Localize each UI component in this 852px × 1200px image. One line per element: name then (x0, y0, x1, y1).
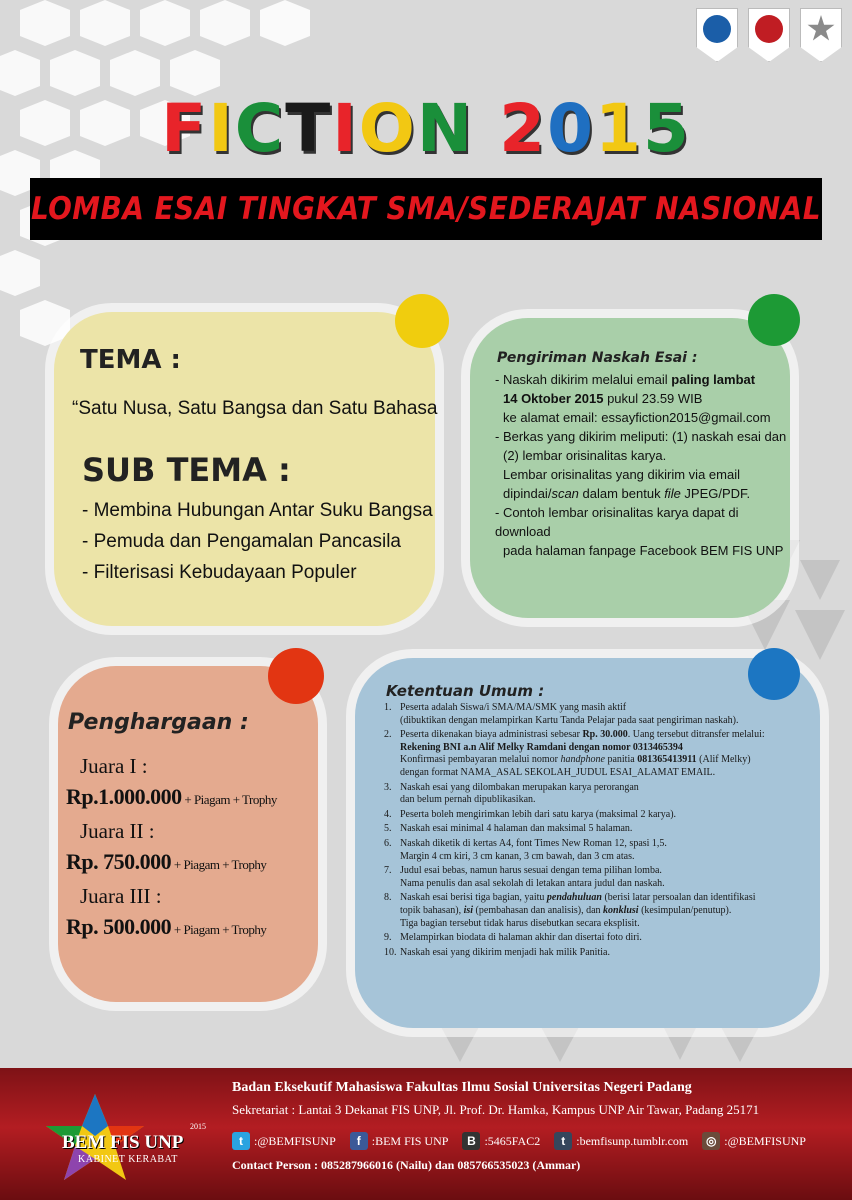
deadline-date: 14 Oktober 2015 (503, 391, 604, 406)
bem-year: 2015 (190, 1122, 206, 1131)
list-item (384, 729, 794, 779)
item-number: 3. (384, 781, 392, 793)
item-text: dan belum pernah dipublikasikan. (400, 794, 536, 806)
fee-amount: Rp. 30.000 (582, 729, 628, 741)
pengiriman-line: dalam bentuk (578, 486, 665, 501)
title-letter: O (358, 90, 417, 167)
title-letter: T (285, 90, 333, 167)
item-text: handphone (560, 754, 605, 766)
deadline-time: pukul 23.59 WIB (603, 391, 703, 406)
bem-name: BEM FIS UNP (62, 1132, 184, 1153)
item-text: Konfirmasi pembayaran melalui nomor (400, 754, 561, 766)
prize-list (66, 752, 277, 947)
instagram-icon: ◎ (702, 1132, 720, 1150)
social-links (232, 1132, 806, 1150)
prize-rank: Juara III : (80, 884, 162, 908)
pengiriman-text (495, 370, 795, 560)
pengiriman-line: pada halaman fanpage Facebook BEM FIS UNP (503, 543, 784, 558)
sub-tema-list (82, 495, 433, 588)
list-item (384, 932, 794, 945)
item-number: 7. (384, 865, 392, 877)
tumblr-icon: t (554, 1132, 572, 1150)
email-address: ke alamat email: essayfiction2015@gmail.com (503, 410, 771, 425)
item-text: isi (463, 904, 474, 916)
yellow-dot-icon (395, 294, 449, 348)
prize-amount (66, 910, 277, 947)
tema-heading: TEMA : (80, 345, 181, 375)
penghargaan-heading: Penghargaan : (68, 710, 249, 735)
prize-extras: + Piagam + Trophy (171, 922, 267, 937)
secretariat-address: Sekretariat : Lantai 3 Dekanat FIS UNP, Jl. Prof. Dr. Hamka, Kampus UNP Air Tawar, Padang 25171 (232, 1102, 760, 1117)
list-item (384, 947, 794, 960)
item-text: topik bahasan), (400, 904, 464, 916)
event-title (0, 92, 852, 166)
pengiriman-line: JPEG/PDF. (680, 486, 751, 501)
title-letter: N (416, 90, 475, 167)
event-subtitle-banner (30, 178, 822, 240)
list-item (384, 865, 794, 890)
bem-cabinet: KABINET KERABAT (78, 1154, 178, 1165)
item-text: . Uang tersebut ditransfer melalui: (627, 729, 765, 741)
item-text: Naskah esai minimal 4 halaman dan maksimal 5 halaman. (400, 823, 633, 835)
twitter-handle: :@BEMFISUNP (254, 1133, 336, 1148)
event-subtitle: LOMBA ESAI TINGKAT SMA/SEDERAJAT NASIONAL (30, 191, 822, 227)
bank-account: Rekening BNI a.n Alif Melky Ramdani dengan nomor 0313465394 (400, 741, 683, 753)
item-text: Tiga bagian tersebut tidak harus disebutkan secara eksplisit. (400, 917, 640, 929)
item-text: konklusi (603, 904, 639, 916)
title-letter: F (161, 90, 209, 167)
prize-extras: + Piagam + Trophy (171, 857, 267, 872)
prize-extras: + Piagam + Trophy (181, 792, 277, 807)
list-item (384, 823, 794, 836)
sub-tema-heading: SUB TEMA : (82, 451, 291, 489)
item-text: (berisi latar persoalan dan identifikasi (601, 892, 756, 904)
title-letter: C (234, 90, 286, 167)
title-space (474, 90, 499, 167)
partner-logos (696, 8, 842, 62)
fis-logo-icon (748, 8, 790, 62)
item-text: pendahuluan (546, 892, 602, 904)
prize-money: Rp.1.000.000 (66, 784, 182, 809)
item-text: panitia (604, 754, 638, 766)
item-text: Naskah esai berisi tiga bagian, yaitu (400, 892, 547, 904)
list-item (384, 809, 794, 822)
ketentuan-heading: Ketentuan Umum : (386, 682, 545, 700)
list-item: - Membina Hubungan Antar Suku Bangsa (82, 500, 433, 521)
facebook-icon: f (350, 1132, 368, 1150)
item-text: Nama penulis dan asal sekolah di letakan antara judul dan naskah. (400, 877, 665, 889)
list-item: - Pemuda dan Pengamalan Pancasila (82, 531, 401, 552)
item-text: Peserta dikenakan biaya administrasi sebesar (400, 729, 583, 741)
item-number: 10. (384, 946, 397, 958)
item-number: 8. (384, 892, 392, 904)
title-letter: 0 (547, 90, 596, 167)
item-number: 9. (384, 932, 392, 944)
prize-rank: Juara I : (80, 754, 148, 778)
title-letter: I (208, 90, 235, 167)
prize-money: Rp. 500.000 (66, 914, 172, 939)
item-number: 4. (384, 808, 392, 820)
facebook-page: :BEM FIS UNP (371, 1133, 449, 1148)
twitter-icon: t (232, 1132, 250, 1150)
bem-logo-icon (800, 8, 842, 62)
blue-dot-icon (748, 648, 800, 700)
item-text: Naskah esai yang dikirim menjadi hak milik Panitia. (400, 946, 610, 958)
list-item (384, 702, 794, 727)
pengiriman-line: - Naskah dikirim melalui email (495, 372, 672, 387)
title-letter: I (332, 90, 359, 167)
item-text: (kesimpulan/penutup). (638, 904, 732, 916)
instagram-handle: :@BEMFISUNP (724, 1133, 806, 1148)
title-letter: 1 (595, 90, 643, 167)
item-text: dengan format NAMA_ASAL SEKOLAH_JUDUL ESAI_ALAMAT EMAIL. (400, 766, 716, 778)
ketentuan-list (384, 702, 794, 961)
prize-amount (66, 780, 277, 817)
pengiriman-line: scan (551, 486, 579, 501)
green-dot-icon (748, 294, 800, 346)
item-text: Naskah diketik di kertas A4, font Times New Roman 12, spasi 1,5. (400, 837, 667, 849)
org-full-name: Badan Eksekutif Mahasiswa Fakultas Ilmu Sosial Universitas Negeri Padang (232, 1080, 692, 1095)
item-text: Peserta boleh mengirimkan lebih dari satu karya (maksimal 2 karya). (400, 808, 677, 820)
pengiriman-line: (2) lembar orisinalitas karya. (503, 448, 667, 463)
contact-person: Contact Person : 085287966016 (Nailu) dan 085766535023 (Ammar) (232, 1158, 581, 1172)
prize-money: Rp. 750.000 (66, 849, 172, 874)
pengiriman-line: dipindai/ (503, 486, 552, 501)
list-item (384, 838, 794, 863)
pengiriman-line: - Berkas yang dikirim meliputi: (1) naskah esai dan (495, 429, 787, 444)
item-number: 2. (384, 729, 392, 741)
phone-number: 081365413911 (637, 754, 697, 766)
list-item: - Filterisasi Kebudayaan Populer (82, 562, 357, 583)
bbm-icon: B (462, 1132, 480, 1150)
tumblr-url: :bemfisunp.tumblr.com (576, 1133, 689, 1148)
prize-rank: Juara II : (80, 819, 155, 843)
item-text: Peserta adalah Siswa/i SMA/MA/SMK yang masih aktif (400, 702, 627, 713)
list-item (384, 892, 794, 930)
item-text: Judul esai bebas, namun harus sesuai dengan tema pilihan lomba. (400, 865, 662, 877)
title-letter: 2 (499, 90, 548, 167)
red-dot-icon (268, 648, 324, 704)
bbm-pin: :5465FAC2 (484, 1133, 541, 1148)
bem-logo (30, 1092, 230, 1192)
item-number: 5. (384, 823, 392, 835)
prize-amount (66, 845, 277, 882)
item-text: (dibuktikan dengan melampirkan Kartu Tanda Pelajar pada saat pengiriman naskah). (400, 714, 739, 726)
item-text: Melampirkan biodata di halaman akhir dan disertai foto diri. (400, 932, 642, 944)
item-text: (pembahasan dan analisis), dan (473, 904, 604, 916)
item-number: 6. (384, 837, 392, 849)
pengiriman-line: file (664, 486, 681, 501)
pengiriman-line: - Contoh lembar orisinalitas karya dapat di download (495, 505, 739, 539)
item-text: Margin 4 cm kiri, 3 cm kanan, 3 cm bawah, dan 3 cm atas. (400, 850, 635, 862)
tema-text: “Satu Nusa, Satu Bangsa dan Satu Bahasa (72, 398, 438, 419)
pengiriman-heading: Pengiriman Naskah Esai : (497, 350, 698, 366)
unp-logo-icon (696, 8, 738, 62)
item-text: Naskah esai yang dilombakan merupakan karya perorangan (400, 781, 639, 793)
pengiriman-line: Lembar orisinalitas yang dikirim via email (503, 467, 740, 482)
title-letter: 5 (642, 90, 691, 167)
item-number: 1. (384, 702, 392, 713)
item-text: (Alif Melky) (696, 754, 751, 766)
deadline-label: paling lambat (671, 372, 756, 387)
list-item (384, 782, 794, 807)
